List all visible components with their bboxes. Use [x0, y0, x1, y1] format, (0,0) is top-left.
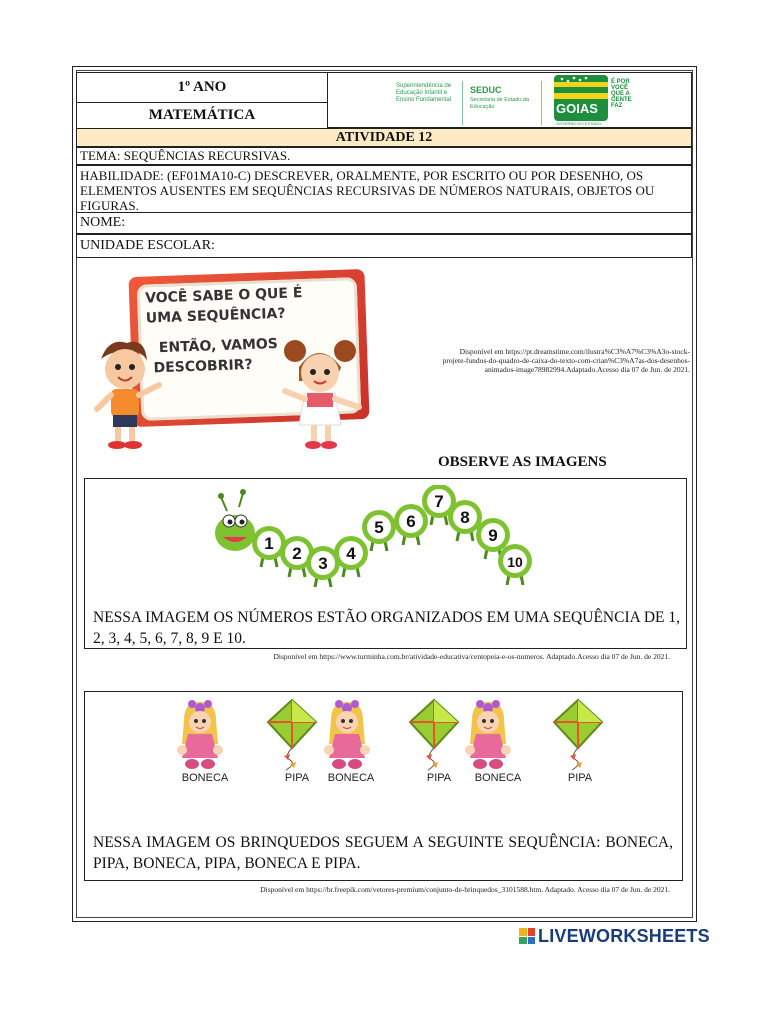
kite-icon	[550, 698, 606, 777]
caterpillar-segment	[334, 536, 368, 577]
toy-label: PIPA	[284, 772, 310, 784]
liveworksheets-brand: LIVEWORKSHEETS	[538, 925, 710, 946]
kite-icon	[406, 698, 462, 777]
caterpillar-number: 6	[406, 512, 416, 531]
intro-illustration	[85, 267, 373, 451]
habilidade-text: HABILIDADE: (EF01MA10-C) DESCREVER, ORALMENTE, POR ESCRITO OU POR DESENHO, OS ELEMENTOS AUSENTES EM SEQUÊNCIAS RECURSIVAS DE NÚMEROS NATURAIS, OBJETOS OU FIGURAS.	[80, 168, 655, 213]
seduc-text: SEDUC	[470, 85, 502, 95]
boy-icon	[87, 337, 167, 451]
caterpillar-number: 4	[346, 544, 356, 563]
toy-label: BONECA	[474, 772, 522, 784]
caterpillar-number: 9	[488, 526, 498, 545]
liveworksheets-icon	[519, 928, 535, 944]
subject-cell	[76, 102, 328, 129]
goias-slogan: É POR VOCÊ QUE A GENTE FAZ	[611, 79, 632, 109]
grade-cell	[76, 72, 328, 103]
intro-source-line-2: projete-fundos-do-quadro-de-caixa-do-texto-com-crian%C3%A7as-dos-desenhos-	[442, 356, 690, 365]
toy-label: PIPA	[426, 772, 452, 784]
superintendencia-text: Superintendência de Educação Infantil e Ensino Fundamental	[396, 83, 452, 103]
goias-name: GOIAS	[556, 101, 598, 116]
toy-label: BONECA	[181, 772, 229, 784]
caterpillar-segment	[394, 504, 428, 545]
activity-title	[76, 128, 692, 147]
nome-row	[76, 212, 692, 234]
tema-row	[76, 147, 692, 165]
toy-label: PIPA	[567, 772, 593, 784]
intro-source	[360, 347, 690, 374]
intro-line-2: UMA SEQUÊNCIA?	[145, 305, 286, 327]
secretaria-text: Secretaria de Estado da Educação	[470, 97, 530, 110]
caterpillar-head-icon	[215, 489, 255, 551]
caterpillar-text: NESSA IMAGEM OS NÚMEROS ESTÃO ORGANIZADOS EM UMA SEQUÊNCIA DE 1, 2, 3, 4, 5, 6, 7, 8, 9 E 10.	[93, 609, 680, 647]
grade-label: 1º ANO	[177, 79, 227, 95]
seduc-logo	[396, 77, 566, 127]
intro-line-3: ENTÃO, VAMOS	[158, 335, 279, 357]
doll-icon	[460, 698, 516, 777]
liveworksheets-logo[interactable]	[519, 925, 710, 947]
toys-source: Disponível em https://br.freepik.com/vetores-premium/conjunto-de-brinquedos_3101588.htm. Adaptado. Acesso dia 07 de Jun. de 2021.	[260, 885, 670, 894]
intro-line-4: DESCOBRIR?	[153, 356, 253, 377]
intro-source-line-3: animados-image78982994.Adaptado.Acesso dia 07 de Jun. de 2021.	[484, 365, 690, 374]
caterpillar-segment	[498, 544, 532, 585]
goias-logo	[554, 75, 634, 127]
caterpillar-number: 8	[460, 508, 470, 527]
toys-box	[84, 691, 683, 881]
kite-icon	[264, 698, 320, 777]
subject-label: MATEMÁTICA	[148, 107, 256, 123]
caterpillar-box	[84, 478, 687, 649]
caterpillar-number: 2	[292, 544, 302, 563]
girl-icon	[275, 337, 367, 451]
toy-label: BONECA	[327, 772, 375, 784]
tema-text: TEMA: SEQUÊNCIAS RECURSIVAS.	[80, 148, 291, 163]
observe-title: OBSERVE AS IMAGENS	[438, 454, 607, 470]
caterpillar-number: 10	[507, 554, 523, 570]
logos-cell	[327, 72, 692, 128]
caterpillar-number: 5	[374, 518, 384, 537]
toys-row	[85, 692, 684, 802]
unidade-row	[76, 234, 692, 258]
caterpillar-segment	[362, 510, 396, 551]
nome-label: NOME:	[80, 215, 126, 230]
caterpillar-number: 3	[318, 554, 328, 573]
intro-source-line-1: Disponível em https://pt.dreamstime.com/ilustra%C3%A7%C3%A3o-stock-	[459, 347, 690, 356]
caterpillar-segment	[252, 526, 286, 567]
caterpillar-number: 7	[434, 492, 444, 511]
goias-flag-icon	[554, 75, 608, 121]
doll-icon	[172, 698, 228, 777]
intro-line-1: VOCÊ SABE O QUE É	[144, 285, 303, 307]
caterpillar-source: Disponível em https://www.turminha.com.br/atividade-educativa/centopeia-e-os-numeros. Adaptado.Acesso dia 07 de Jun. de 2021.	[273, 652, 670, 661]
unidade-label: UNIDADE ESCOLAR:	[80, 238, 215, 253]
toys-text: NESSA IMAGEM OS BRINQUEDOS SEGUEM A SEGUINTE SEQUÊNCIA: BONECA, PIPA, BONECA, PIPA, BONECA E PIPA.	[93, 834, 673, 872]
habilidade-row	[76, 165, 692, 213]
activity-label: ATIVIDADE 12	[335, 129, 433, 145]
goias-governo: GOVERNO DO ESTADO	[556, 121, 601, 126]
caterpillar-number: 1	[264, 534, 274, 553]
caterpillar-illustration	[213, 485, 563, 597]
doll-icon	[319, 698, 375, 777]
